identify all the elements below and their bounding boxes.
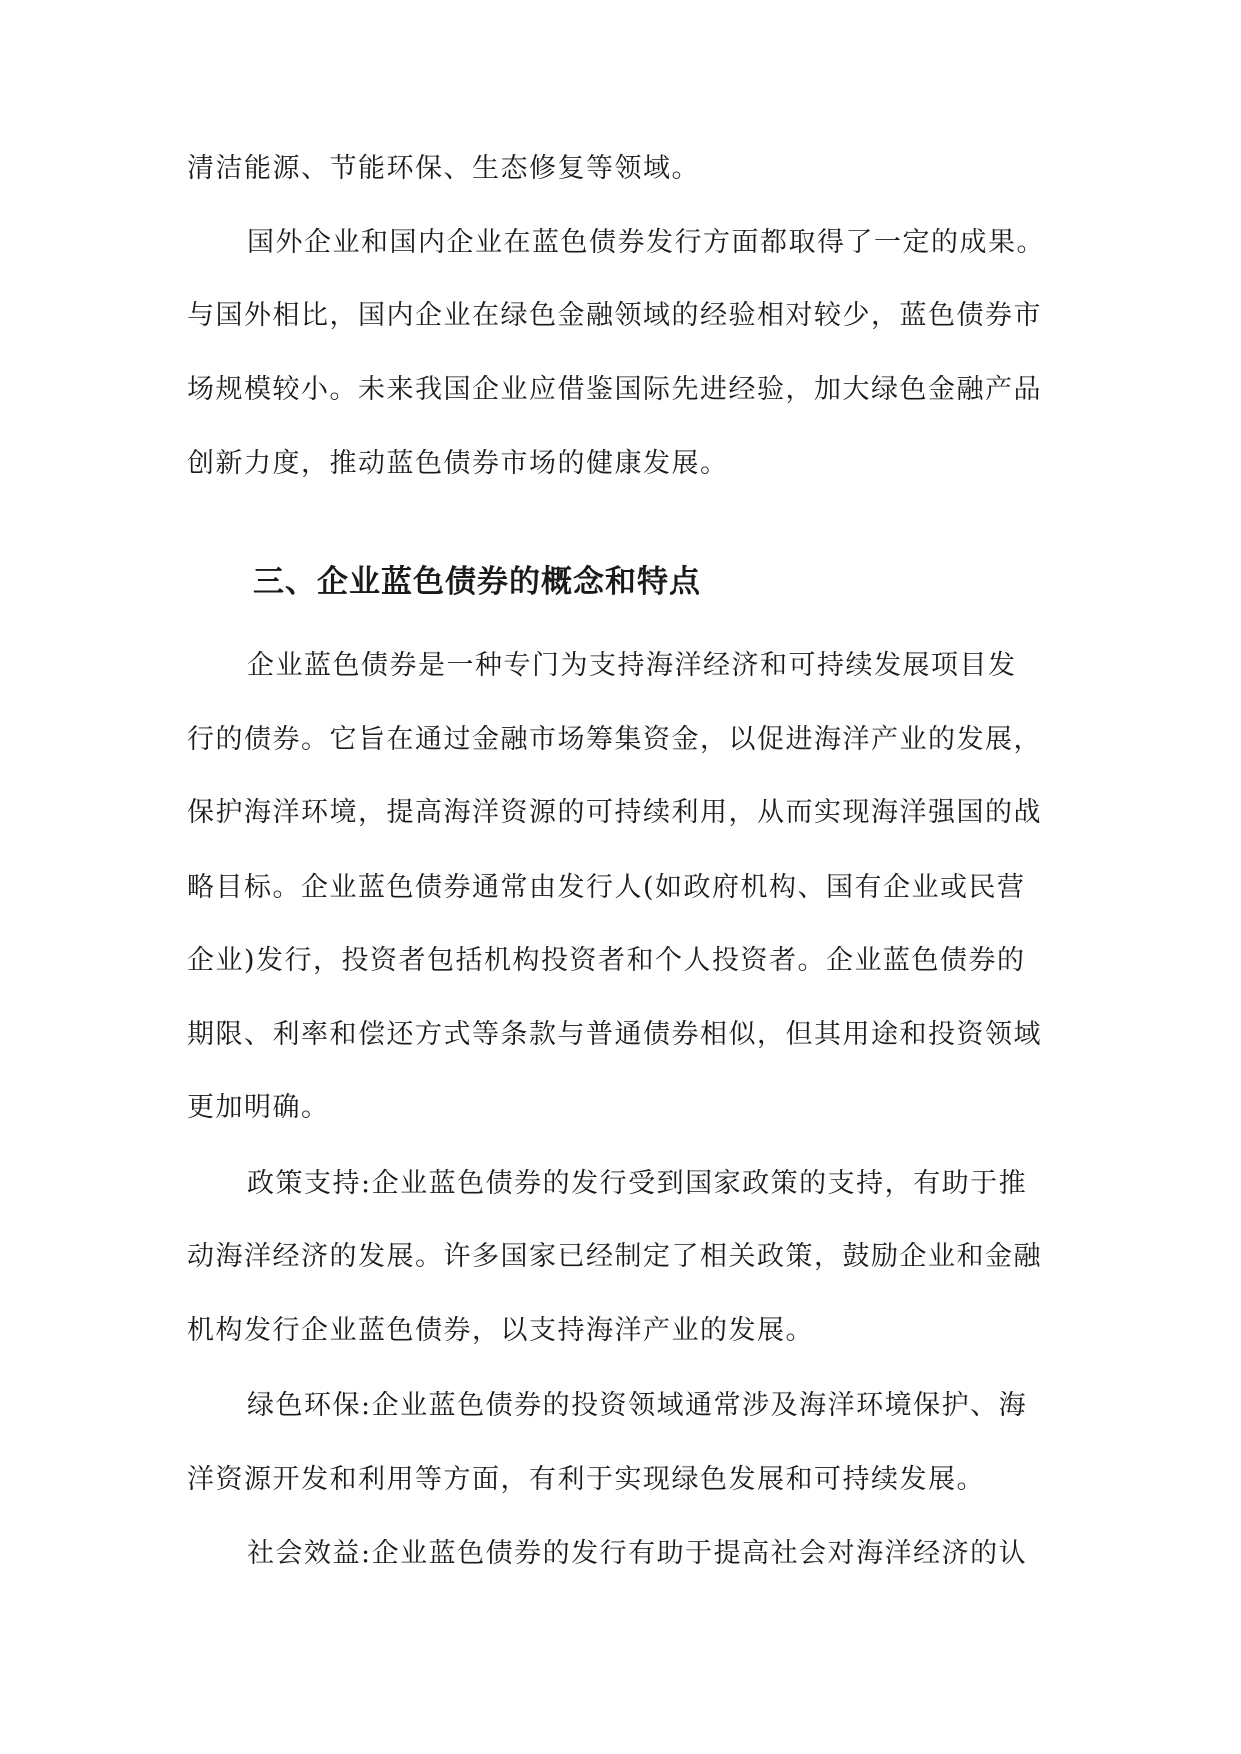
text-line: 动海洋经济的发展。许多国家已经制定了相关政策，鼓励企业和金融 xyxy=(187,1241,1042,1272)
text-line: 行的债券。它旨在通过金融市场筹集资金，以促进海洋产业的发展， xyxy=(187,724,1042,755)
text-line: 社会效益:企业蓝色债券的发行有助于提高社会对海洋经济的认 xyxy=(247,1538,1028,1569)
text-line: 机构发行企业蓝色债券，以支持海洋产业的发展。 xyxy=(187,1315,814,1346)
text-line: 期限、利率和偿还方式等条款与普通债券相似，但其用途和投资领域 xyxy=(187,1019,1042,1050)
text-line: 企业)发行，投资者包括机构投资者和个人投资者。企业蓝色债券的 xyxy=(187,945,1026,976)
text-line: 企业蓝色债券是一种专门为支持海洋经济和可持续发展项目发 xyxy=(247,650,1017,681)
text-line: 略目标。企业蓝色债券通常由发行人(如政府机构、国有企业或民营 xyxy=(187,872,1026,903)
text-line: 国外企业和国内企业在蓝色债券发行方面都取得了一定的成果。 xyxy=(247,227,1045,258)
text-line: 与国外相比，国内企业在绿色金融领域的经验相对较少，蓝色债券市 xyxy=(187,300,1042,331)
text-line: 洋资源开发和利用等方面，有利于实现绿色发展和可持续发展。 xyxy=(187,1464,985,1495)
text-line: 政策支持:企业蓝色债券的发行受到国家政策的支持，有助于推 xyxy=(247,1168,1028,1199)
section-heading: 三、企业蓝色债券的概念和特点 xyxy=(253,564,701,600)
text-line: 更加明确。 xyxy=(187,1092,330,1123)
text-line: 场规模较小。未来我国企业应借鉴国际先进经验，加大绿色金融产品 xyxy=(187,374,1042,405)
text-line: 清洁能源、节能环保、生态修复等领域。 xyxy=(187,153,700,184)
text-line: 绿色环保:企业蓝色债券的投资领域通常涉及海洋环境保护、海 xyxy=(247,1390,1028,1421)
text-line: 保护海洋环境，提高海洋资源的可持续利用，从而实现海洋强国的战 xyxy=(187,797,1042,828)
text-line: 创新力度，推动蓝色债券市场的健康发展。 xyxy=(187,448,729,479)
